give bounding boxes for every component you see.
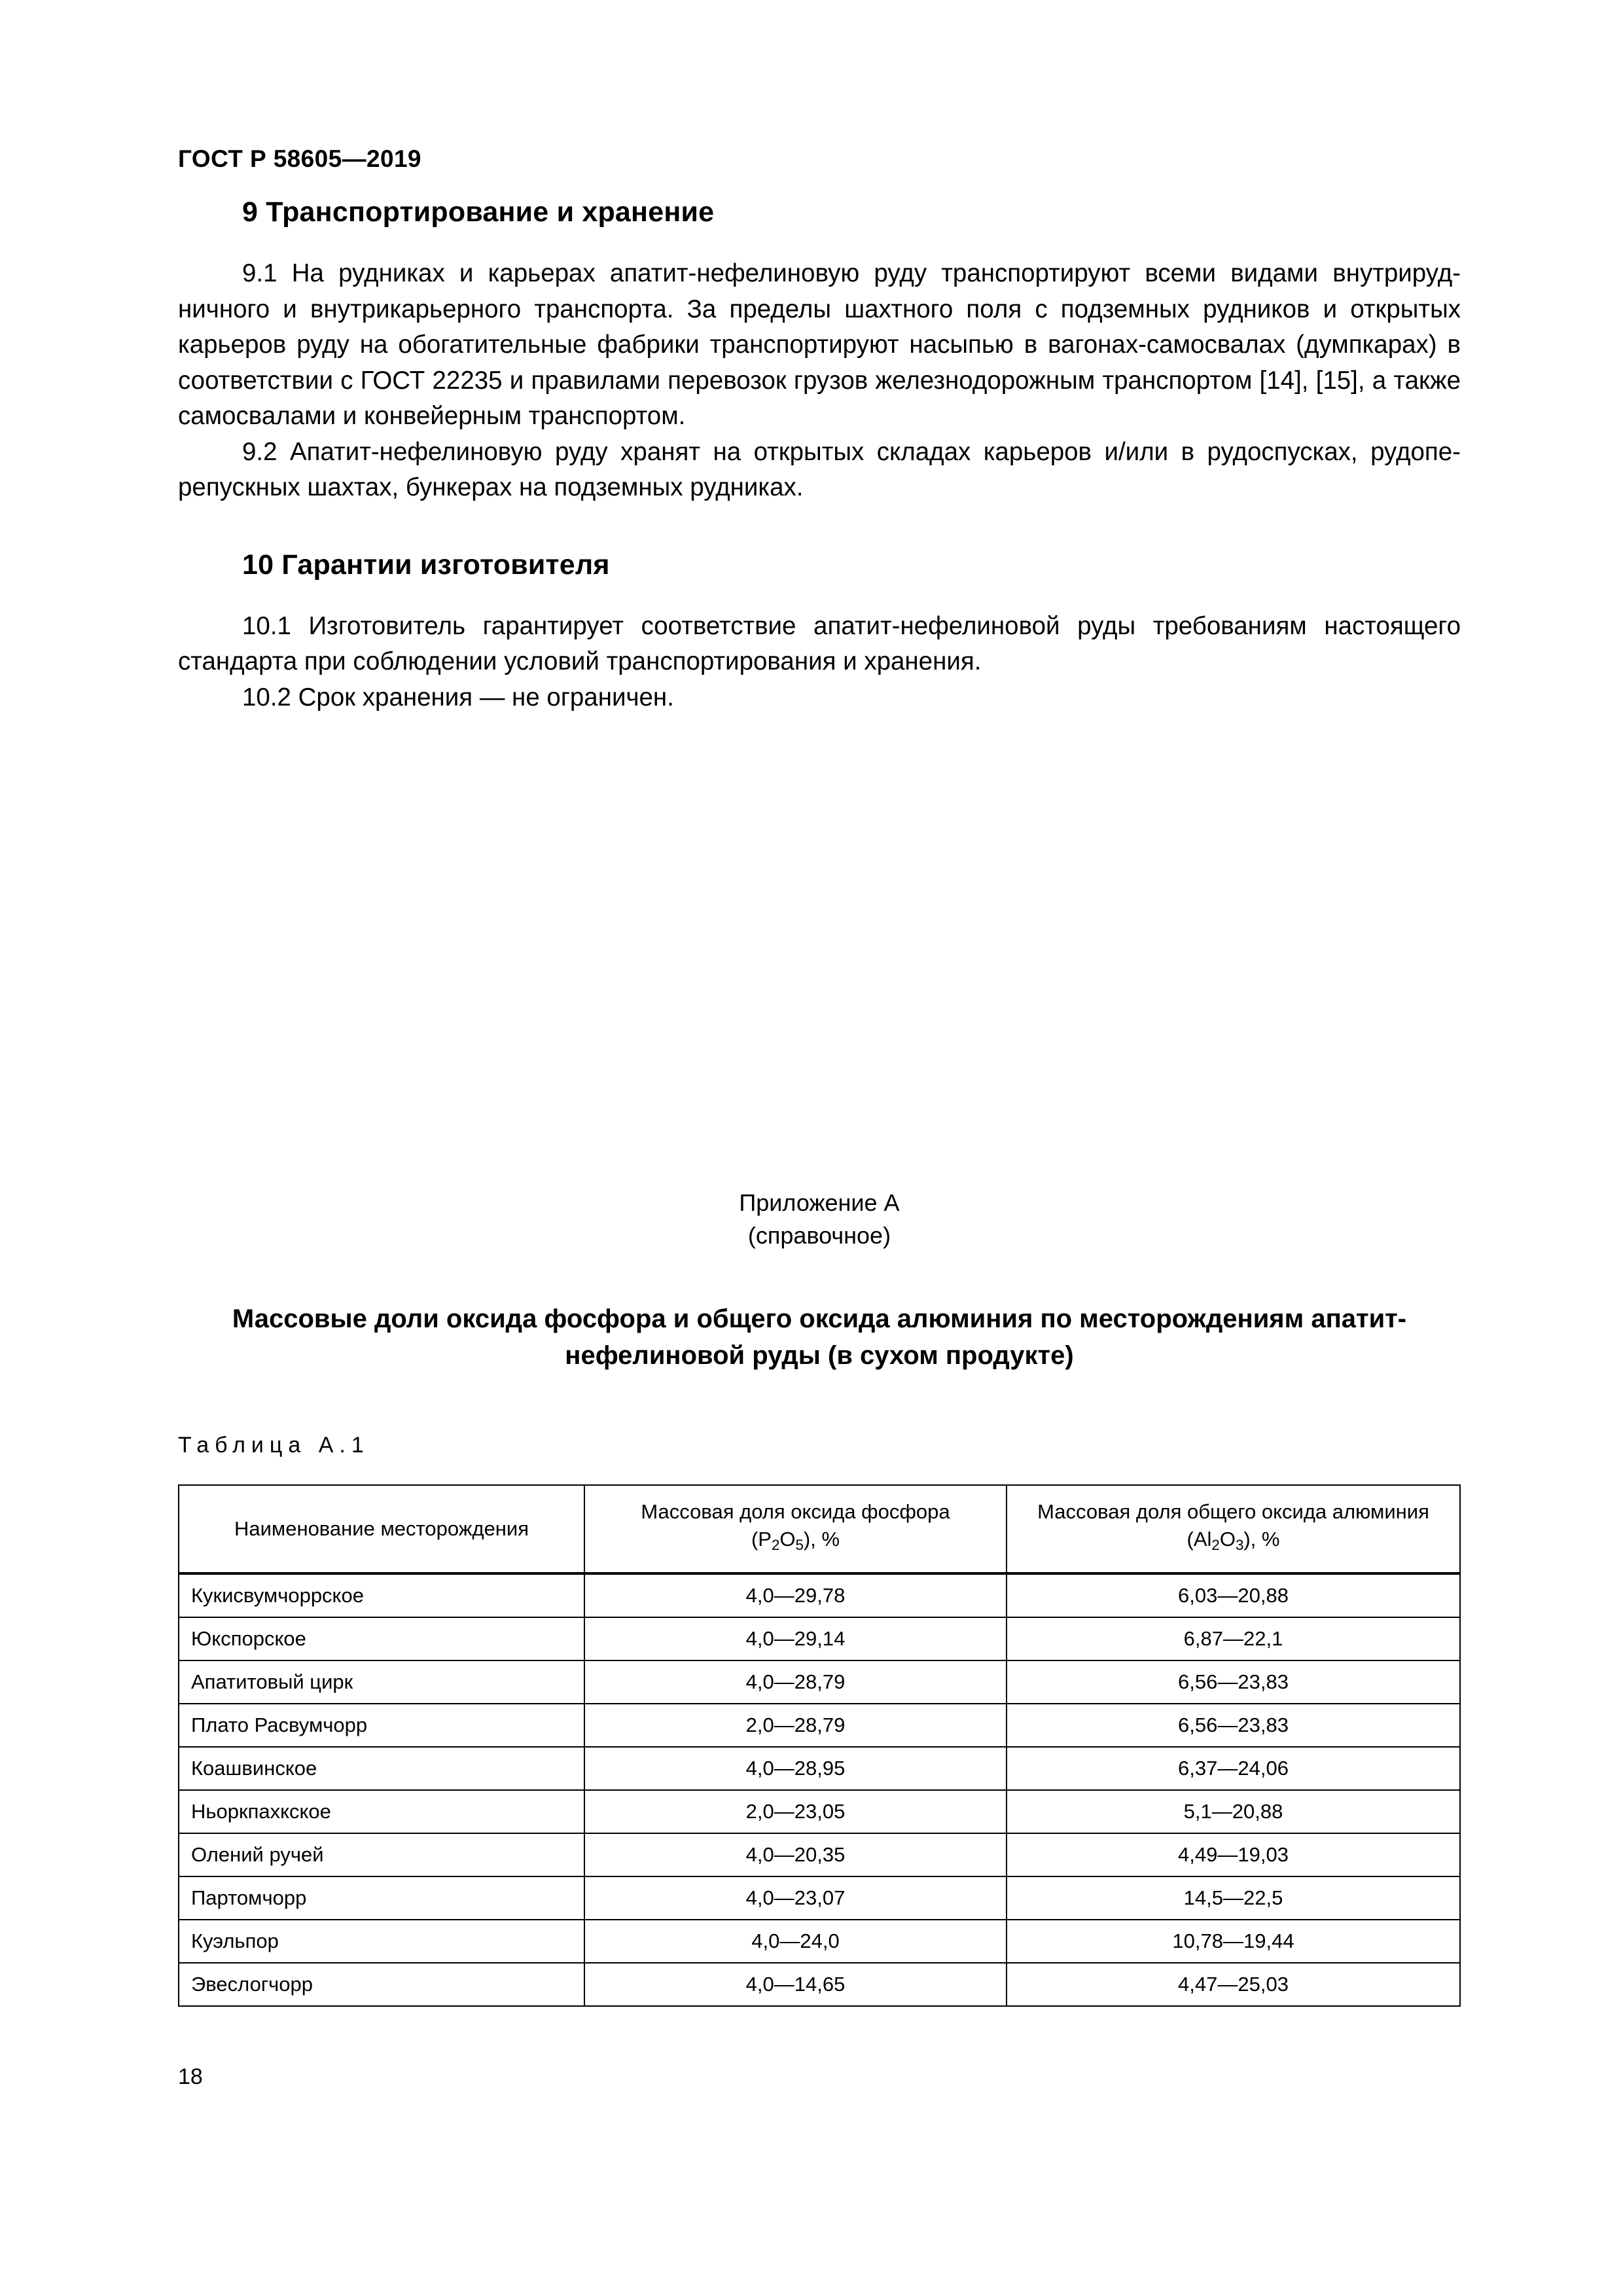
- paragraph-9-2: 9.2 Апатит-нефелиновую руду хранят на открытых складах карьеров и/или в рудоспусках, рудоперепускных шахтах, бункерах на подземных рудниках.: [178, 437, 1461, 501]
- cell-deposit-name: Юкспорское: [179, 1617, 584, 1660]
- cell-al2o3: 4,47—25,03: [1007, 1963, 1460, 2006]
- cell-p2o5: 4,0—29,78: [584, 1573, 1007, 1617]
- cell-al2o3: 6,37—24,06: [1007, 1747, 1460, 1790]
- cell-deposit-name: Кукисвумчоррское: [179, 1573, 584, 1617]
- cell-p2o5: 4,0—28,95: [584, 1747, 1007, 1790]
- cell-al2o3: 6,56—23,83: [1007, 1660, 1460, 1704]
- table-row: [179, 1833, 1460, 1876]
- paragraph-10-1: 10.1 Изготовитель гарантирует соответствие апатит-нефелиновой руды требованиям настоящего стандарта при соблюдении условий транспортирования и хранения.: [178, 611, 1461, 675]
- cell-al2o3: 6,87—22,1: [1007, 1617, 1460, 1660]
- cell-p2o5: 4,0—23,07: [584, 1876, 1007, 1920]
- cell-deposit-name: Ньоркпахкское: [179, 1790, 584, 1833]
- column-header-al2o3-formula: $(Al_2O_3)$, %: [1186, 1528, 1280, 1554]
- cell-deposit-name: Партомчорр: [179, 1876, 584, 1920]
- cell-p2o5: 4,0—24,0: [584, 1920, 1007, 1963]
- column-header-al2o3-text: Массовая доля общего оксида алюминия: [1037, 1500, 1429, 1524]
- annex-type: (справочное): [747, 1222, 891, 1249]
- p2o5-sub-2: 2: [771, 1537, 780, 1554]
- annex-label: Приложение А: [739, 1189, 900, 1216]
- cell-al2o3: 10,78—19,44: [1007, 1920, 1460, 1963]
- cell-deposit-name: Апатитовый цирк: [179, 1660, 584, 1704]
- vertical-spacer: [178, 715, 1461, 1187]
- cell-al2o3: 14,5—22,5: [1007, 1876, 1460, 1920]
- paragraph-9-1: 9.1 На рудниках и карьерах апатит-нефелиновую руду транспортируют всеми видами внутрирудничного и внутрикарьерного транспорта. За пределы шахтного поля с подземных рудников и открытых карьеров руду на обогатительные фабрики транспортируют насыпью в вагонах-самосвалах (думпкарах) в соответствии с ГОСТ 22235 и правилами перевозок грузов железнодорожным транспортом [14], [15], а также самосвалами и конвейерным транспортом.: [178, 259, 1461, 430]
- cell-al2o3: 4,49—19,03: [1007, 1833, 1460, 1876]
- cell-deposit-name: Коашвинское: [179, 1747, 584, 1790]
- column-header-deposit-name: [179, 1485, 584, 1573]
- table-row: [179, 1704, 1460, 1747]
- column-header-al2o3: [1007, 1485, 1460, 1573]
- table-row: [179, 1660, 1460, 1704]
- cell-p2o5: 4,0—14,65: [584, 1963, 1007, 2006]
- cell-deposit-name: Плато Расвумчорр: [179, 1704, 584, 1747]
- cell-p2o5: 2,0—28,79: [584, 1704, 1007, 1747]
- column-header-p2o5: [584, 1485, 1007, 1573]
- al2o3-sub-3: 3: [1235, 1537, 1244, 1554]
- table-row: [179, 1747, 1460, 1790]
- cell-p2o5: 2,0—23,05: [584, 1790, 1007, 1833]
- table-caption: Таблица А.1: [178, 1433, 370, 1458]
- table-row: [179, 1573, 1460, 1617]
- annex-title-line-1: Массовые доли оксида фосфора и общего оксида алюминия по месторождениям апатит-: [232, 1304, 1407, 1333]
- annex-title-line-2: нефелиновой руды (в сухом продукте): [565, 1341, 1074, 1370]
- cell-deposit-name: Эвеслогчорр: [179, 1963, 584, 2006]
- table-row: [179, 1963, 1460, 2006]
- cell-al2o3: 6,56—23,83: [1007, 1704, 1460, 1747]
- table-header-row: [179, 1485, 1460, 1573]
- column-header-p2o5-text: Массовая доля оксида фосфора: [641, 1500, 950, 1524]
- cell-al2o3: 5,1—20,88: [1007, 1790, 1460, 1833]
- al2o3-sub-2: 2: [1211, 1537, 1220, 1554]
- column-header-p2o5-formula: $(P_2O_5)$, %: [751, 1528, 840, 1554]
- table-row: [179, 1617, 1460, 1660]
- running-header: ГОСТ Р 58605—2019: [178, 145, 421, 172]
- cell-al2o3: 6,03—20,88: [1007, 1573, 1460, 1617]
- table-row: [179, 1920, 1460, 1963]
- page-number: 18: [178, 2064, 203, 2089]
- section-heading-9: 9 Транспортирование и хранение: [242, 196, 715, 228]
- column-header-deposit-name-text: Наименование месторождения: [234, 1517, 529, 1540]
- cell-deposit-name: Куэльпор: [179, 1920, 584, 1963]
- paragraph-10-2: 10.2 Срок хранения — не ограничен.: [242, 683, 674, 711]
- section-heading-10: 10 Гарантии изготовителя: [242, 548, 610, 581]
- table-row: [179, 1790, 1460, 1833]
- table-row: [179, 1876, 1460, 1920]
- cell-p2o5: 4,0—28,79: [584, 1660, 1007, 1704]
- cell-p2o5: 4,0—20,35: [584, 1833, 1007, 1876]
- deposits-table: [178, 1484, 1461, 2007]
- cell-p2o5: 4,0—29,14: [584, 1617, 1007, 1660]
- page-content: [178, 196, 1461, 2007]
- cell-deposit-name: Олений ручей: [179, 1833, 584, 1876]
- table-body: [179, 1573, 1460, 2006]
- p2o5-sub-5: 5: [795, 1537, 804, 1554]
